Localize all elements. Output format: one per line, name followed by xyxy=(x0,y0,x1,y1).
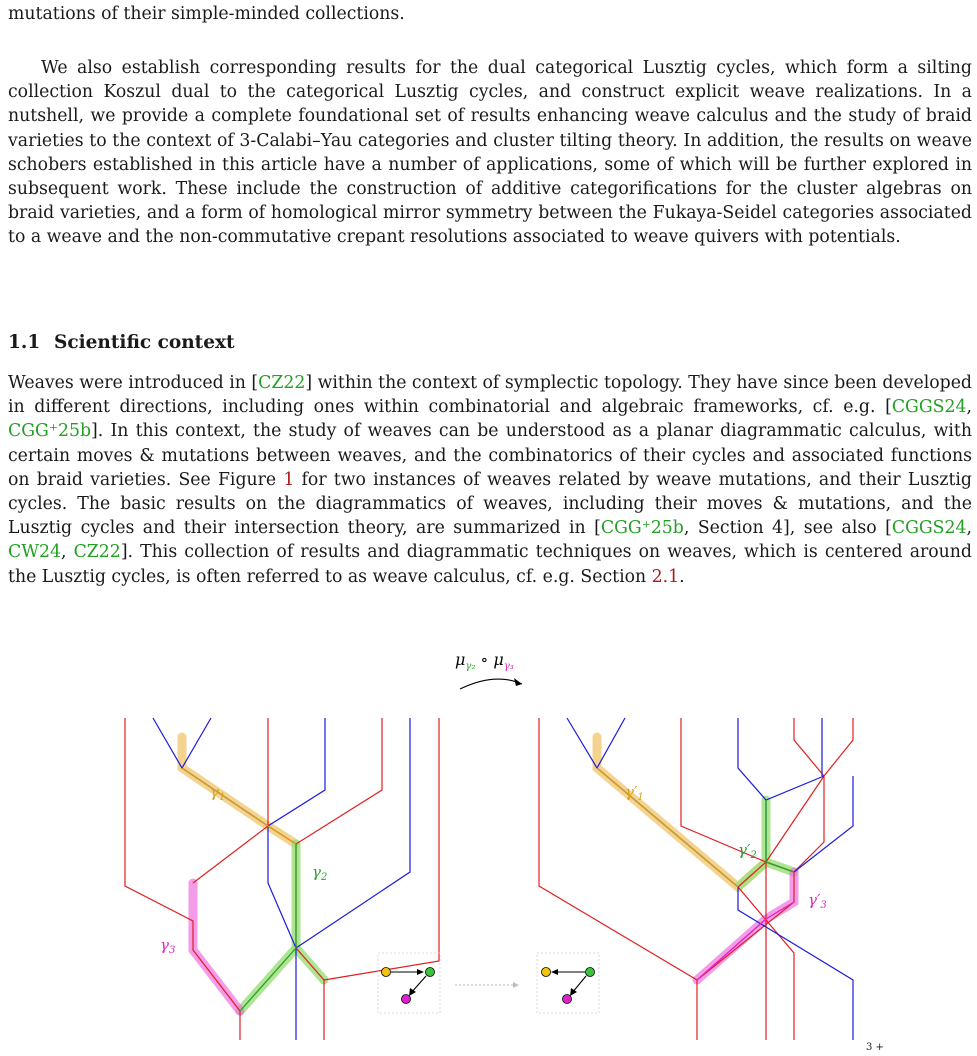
section-number: 1.1 xyxy=(8,332,41,353)
cycle-gamma1-highlight xyxy=(182,737,296,844)
figure-weaves xyxy=(0,640,977,1056)
label-gamma1-prime: $\gamma'_1$ xyxy=(625,783,644,803)
citation-link[interactable]: CGG⁺25b xyxy=(600,518,684,539)
citation-link[interactable]: CGGS24 xyxy=(891,518,967,539)
node-gamma1 xyxy=(382,968,391,977)
node-gamma2-prime xyxy=(586,968,595,977)
text-line-top: mutations of their simple-minded collections. xyxy=(8,4,405,24)
section-heading xyxy=(8,332,235,353)
bottom-fragment: 3 + xyxy=(866,1042,884,1053)
mutation-arrow xyxy=(460,679,522,689)
weave-figure-svg xyxy=(0,640,977,1056)
citation-link[interactable]: CZ22 xyxy=(73,542,121,563)
mutation-label: $\mu_{\gamma_2}$ ∘ $\mu_{\gamma_3}$ xyxy=(455,650,514,672)
left-weave xyxy=(125,718,439,1040)
paragraph-summary: We also establish corresponding results for the dual categorical Lusztig cycles, which form a silting collection Koszul dual to the categorical Lusztig cycles, and construct explicit weave realizations. In a nutshell, we provide a complete foundational set of results enhancing weave calculus and the study of braid varieties to the context of 3-Calabi–Yau categories and cluster tilting theory. In addition, the results on weave schobers established in this article have a number of applications, some of which will be further explored in subsequent work. These include the construction of additive categorifications for the cluster algebras on braid varieties, and a form of homological mirror symmetry between the Fukaya-Seidel categories associated to a weave and the non-commutative crepant resolutions associated to weave quivers with potentials. xyxy=(8,58,972,248)
citation-link[interactable]: CGGS24 xyxy=(891,397,967,418)
node-gamma1-prime xyxy=(542,968,551,977)
label-gamma2-prime: $\gamma'_2$ xyxy=(738,841,757,861)
cycle-gamma3-highlight xyxy=(193,883,240,1011)
section-ref-link[interactable]: 2.1 xyxy=(651,566,680,587)
citation-link[interactable]: CW24 xyxy=(8,542,61,563)
citation-link[interactable]: CGG⁺25b xyxy=(8,421,92,442)
figure-ref-link[interactable]: 1 xyxy=(283,469,295,490)
label-gamma1: $\gamma_1$ xyxy=(210,783,226,803)
label-gamma3-prime: $\gamma'_3$ xyxy=(808,891,827,911)
quiver-right xyxy=(537,953,599,1013)
label-gamma2: $\gamma_2$ xyxy=(312,863,328,883)
node-gamma3 xyxy=(402,995,411,1004)
mutation-arrowhead xyxy=(514,678,522,686)
label-gamma3: $\gamma_3$ xyxy=(160,936,176,956)
node-gamma3-prime xyxy=(563,995,572,1004)
node-gamma2 xyxy=(426,968,435,977)
right-weave xyxy=(539,718,853,1040)
section-title: Scientific context xyxy=(54,332,235,353)
citation-link[interactable]: CZ22 xyxy=(258,373,306,393)
paragraph-scientific-context: Weaves were introduced in [CZ22] within the context of symplectic topology. They have since been developed in different directions, including ones within combinatorial and algebraic frameworks, cf. e.g. [CGGS24, CGG⁺25b]. In this context, the study of weaves can be understood as a planar diagrammatic calculus, with certain moves & mutations between weaves, and the combinatorics of their cycles and associated functions on braid varieties. See Figure 1 for two instances of weaves related by weave mutations, and their Lusztig cycles. The basic results on the diagrammatics of weaves, including their moves & mutations, and the Lusztig cycles and their intersection theory, are summarized in [CGG⁺25b, Section 4], see also [CGGS24, CW24, CZ22]. This collection of results and diagrammatic techniques on weaves, which is centered around the Lusztig cycles, is often referred to as weave calculus, cf. e.g. Section 2.1. xyxy=(8,373,973,587)
